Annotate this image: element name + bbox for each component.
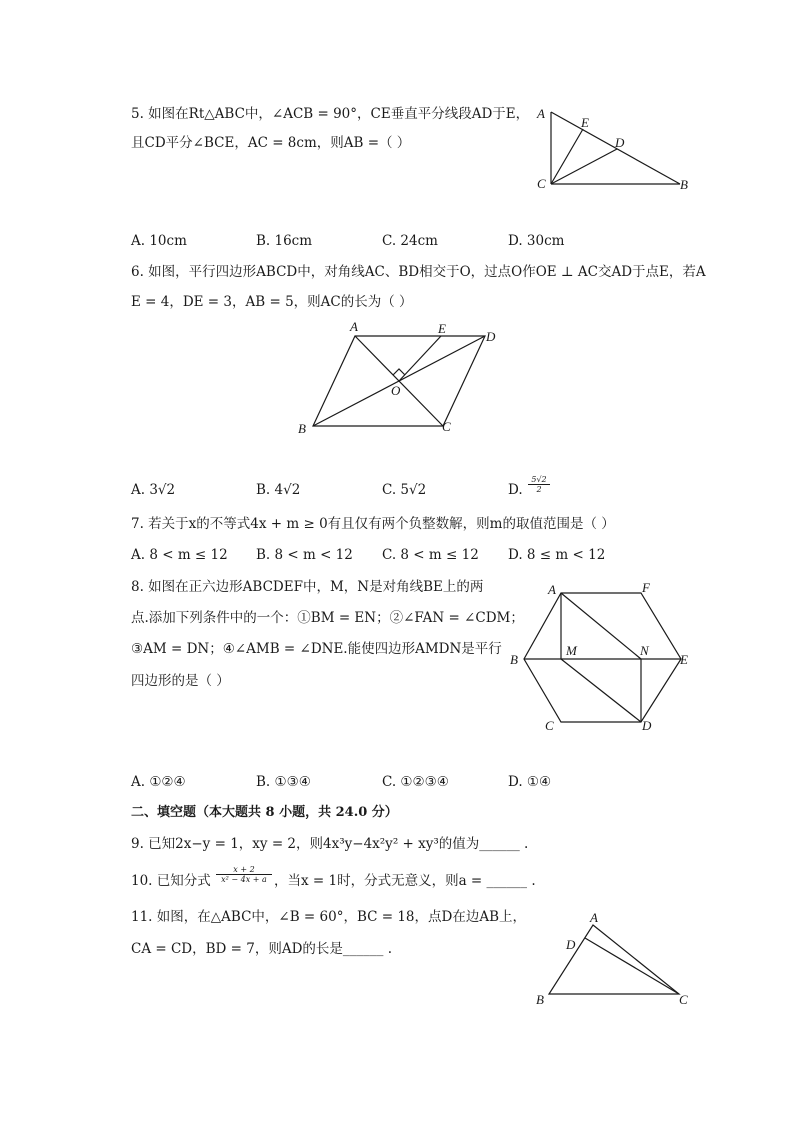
q7-option-b: B. 8 < m < 12 [256,547,353,563]
q8-option-b: B. ①③④ [256,774,311,790]
q5-line-1: 5. 如图在Rt△ABC中，∠ACB = 90°，CE垂直平分线段AD于E， [131,106,530,122]
q8-line-4: 四边形的是（ ） [131,673,230,689]
q8-line-1: 8. 如图在正六边形ABCDEF中，M，N是对角线BE上的两 [131,579,484,595]
q6-option-c: C. 5√2 [382,482,427,498]
q7-line-1: 7. 若关于x的不等式4x + m ≥ 0有且仅有两个负整数解，则m的取值范围是（ ） [131,516,615,532]
q10-fraction-denominator: x² − 4x + a [216,874,272,884]
q11-label-d: D [566,937,576,952]
q8-line-3: ③AM = DN；④∠AMB = ∠DNE.能使四边形AMDN是平行 [131,641,502,657]
q11-label-c: C [679,992,688,1007]
q5-label-d: D [615,135,625,150]
q11-label-b: B [536,992,544,1007]
q5-label-b: B [680,177,688,192]
q10-fraction [216,865,272,884]
q5-label-a: A [537,106,545,121]
q6-option-d-numerator: 5√2 [531,475,547,484]
q8-label-c: C [545,718,554,733]
q9-line-1: 9. 已知2x−y = 1，xy = 2，则4x³y−4x²y² + xy³的值为______ . [131,836,529,852]
q10-suffix: ，当x = 1时，分式无意义，则a = ______ . [274,873,536,889]
q11-line-1: 11. 如图，在△ABC中，∠B = 60°，BC = 18，点D在边AB上， [131,909,527,925]
q6-option-d-fraction [528,475,550,494]
q8-label-e: E [680,652,688,667]
q8-label-f: F [642,580,650,595]
q8-option-c: C. ①②③④ [382,774,449,790]
q6-option-b: B. 4√2 [256,482,301,498]
q8-label-n: N [640,643,649,658]
q6-label-c: C [442,419,451,434]
section-2-heading: 二、填空题（本大题共 8 小题，共 24.0 分） [131,805,398,820]
q10-prefix: 10. 已知分式 [131,873,211,889]
q8-label-a: A [548,582,556,597]
q5-label-c: C [537,176,546,191]
q6-label-d: D [486,329,496,344]
q7-option-a: A. 8 < m ≤ 12 [131,547,228,563]
q5-option-d: D. 30cm [508,233,565,249]
q6-option-d-denominator: 2 [528,484,550,494]
q5-line-2: 且CD平分∠BCE，AC = 8cm，则AB =（ ） [131,135,411,151]
q8-label-m: M [566,643,577,658]
q5-option-c: C. 24cm [382,233,438,249]
q8-label-d: D [642,718,652,733]
q6-label-e: E [438,321,446,336]
q5-option-b: B. 16cm [256,233,313,249]
q8-option-d: D. ①④ [508,774,552,790]
q7-option-d: D. 8 ≤ m < 12 [508,547,606,563]
q8-label-b: B [510,652,518,667]
q6-option-a: A. 3√2 [131,482,176,498]
q6-option-d: D. [508,482,523,498]
q11-line-2: CA = CD，BD = 7，则AD的长是______ . [131,941,393,957]
q5-option-a: A. 10cm [131,233,187,249]
q11-label-a: A [590,910,598,925]
q8-line-2: 点.添加下列条件中的一个：①BM = EN；②∠FAN = ∠CDM； [131,610,524,626]
q6-line-1: 6. 如图，平行四边形ABCD中，对角线AC、BD相交于O，过点O作OE ⊥ AC交AD于点E，若A [131,264,706,280]
q5-label-e: E [581,115,589,130]
q6-line-2: E = 4，DE = 3，AB = 5，则AC的长为（ ） [131,294,413,310]
q6-label-b: B [298,421,306,436]
q6-label-a: A [350,319,358,334]
q7-option-c: C. 8 < m ≤ 12 [382,547,479,563]
q10-fraction-numerator: x + 2 [233,865,255,874]
q6-label-o: O [391,383,401,398]
q8-option-a: A. ①②④ [131,774,186,790]
